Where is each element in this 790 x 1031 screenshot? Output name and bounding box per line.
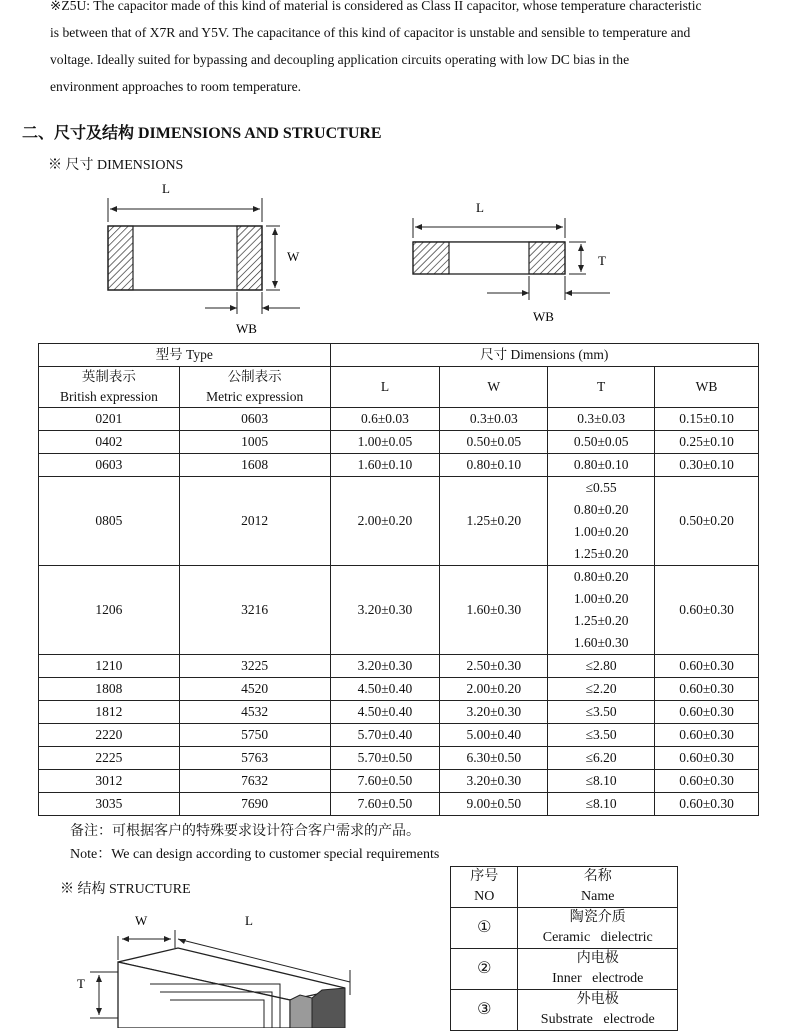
T-value: 1.00±0.20 bbox=[573, 524, 629, 539]
british-cell: 2220 bbox=[39, 724, 180, 747]
dimensions-table bbox=[38, 343, 759, 816]
WB-cell: 0.60±0.30 bbox=[655, 724, 759, 747]
L-cell: 7.60±0.50 bbox=[330, 793, 440, 816]
W-cell: 1.60±0.30 bbox=[440, 566, 548, 655]
L-cell: 5.70±0.40 bbox=[330, 724, 440, 747]
T-cell bbox=[548, 454, 655, 477]
T-cell bbox=[548, 566, 655, 655]
table-row bbox=[39, 793, 759, 816]
table-row bbox=[39, 655, 759, 678]
T-value: 0.80±0.20 bbox=[573, 569, 629, 584]
T-cell bbox=[548, 678, 655, 701]
T-value: 0.3±0.03 bbox=[577, 411, 626, 426]
part-no: ② bbox=[451, 949, 518, 990]
intro-line-2: is between that of X7R and Y5V. The capacitance of this kind of capacitor is unstable and sensible to temperature and bbox=[50, 25, 691, 40]
british-cell: 2225 bbox=[39, 747, 180, 770]
T-cell bbox=[548, 477, 655, 566]
structure-diagram bbox=[0, 900, 440, 1028]
T-value: 1.25±0.20 bbox=[573, 613, 629, 628]
part-name bbox=[518, 990, 678, 1031]
T-cell bbox=[548, 701, 655, 724]
T-cell bbox=[548, 747, 655, 770]
L-cell: 5.70±0.50 bbox=[330, 747, 440, 770]
table-row bbox=[39, 454, 759, 477]
intro-line-3: voltage. Ideally suited for bypassing and decoupling application circuits operating with low DC bias in the bbox=[50, 52, 630, 67]
metric-cell: 4532 bbox=[179, 701, 330, 724]
structure-T-label: T bbox=[77, 976, 85, 991]
part-no: ③ bbox=[451, 990, 518, 1031]
part-name-cn: 外电极 bbox=[576, 992, 619, 1007]
no-cn: 序号 bbox=[470, 869, 499, 884]
section-title: 二、尺寸及结构 DIMENSIONS AND STRUCTURE bbox=[22, 125, 382, 142]
no-header bbox=[451, 867, 518, 908]
T-value: ≤0.55 bbox=[585, 480, 617, 495]
T-value: ≤2.80 bbox=[585, 658, 617, 673]
british-cell: 0402 bbox=[39, 431, 180, 454]
W-cell: 2.00±0.20 bbox=[440, 678, 548, 701]
british-cell: 0201 bbox=[39, 408, 180, 431]
metric-cell: 4520 bbox=[179, 678, 330, 701]
table-row bbox=[39, 678, 759, 701]
T-value: 0.80±0.20 bbox=[573, 502, 629, 517]
structure-L-label: L bbox=[245, 913, 253, 928]
WB-cell: 0.25±0.10 bbox=[655, 431, 759, 454]
structure-heading: ※ 结构 STRUCTURE bbox=[60, 882, 191, 897]
T-cell bbox=[548, 655, 655, 678]
T-cell bbox=[548, 431, 655, 454]
side-view-T-label: T bbox=[598, 253, 606, 268]
T-value: ≤6.20 bbox=[585, 750, 617, 765]
W-cell: 0.80±0.10 bbox=[440, 454, 548, 477]
WB-cell: 0.60±0.30 bbox=[655, 793, 759, 816]
T-value: ≤8.10 bbox=[585, 773, 617, 788]
side-view-WB-label: WB bbox=[533, 309, 554, 324]
metric-cell: 3225 bbox=[179, 655, 330, 678]
table-row bbox=[39, 724, 759, 747]
top-view-L-label: L bbox=[162, 181, 170, 196]
WB-cell: 0.60±0.30 bbox=[655, 655, 759, 678]
table-row bbox=[39, 566, 759, 655]
metric-cell: 5763 bbox=[179, 747, 330, 770]
T-value: 0.80±0.10 bbox=[573, 457, 629, 472]
metric-expression-header bbox=[179, 367, 330, 408]
side-view-L-label: L bbox=[476, 200, 484, 215]
parts-row bbox=[451, 908, 678, 949]
british-expression-header bbox=[39, 367, 180, 408]
metric-cell: 0603 bbox=[179, 408, 330, 431]
WB-cell: 0.60±0.30 bbox=[655, 678, 759, 701]
structure-W-label: W bbox=[135, 913, 148, 928]
intro-line-1: ※Z5U: The capacitor made of this kind of material is considered as Class II capacitor, whose temperature characteristic bbox=[50, 0, 702, 13]
T-value: 1.25±0.20 bbox=[573, 546, 629, 561]
col-L-header: L bbox=[330, 367, 440, 408]
metric-cn: 公制表示 bbox=[227, 369, 282, 384]
name-cn: 名称 bbox=[583, 869, 612, 884]
british-cell: 1808 bbox=[39, 678, 180, 701]
part-name-cn: 内电极 bbox=[576, 951, 619, 966]
T-value: 0.50±0.05 bbox=[573, 434, 629, 449]
metric-cell: 2012 bbox=[179, 477, 330, 566]
T-cell bbox=[548, 408, 655, 431]
parts-row bbox=[451, 990, 678, 1031]
L-cell: 4.50±0.40 bbox=[330, 678, 440, 701]
T-value: ≤3.50 bbox=[585, 727, 617, 742]
part-name bbox=[518, 949, 678, 990]
L-cell: 4.50±0.40 bbox=[330, 701, 440, 724]
table-subheader-row bbox=[39, 367, 759, 408]
L-cell: 2.00±0.20 bbox=[330, 477, 440, 566]
WB-cell: 0.50±0.20 bbox=[655, 477, 759, 566]
W-cell: 2.50±0.30 bbox=[440, 655, 548, 678]
intro-paragraph bbox=[50, 0, 765, 100]
L-cell: 3.20±0.30 bbox=[330, 655, 440, 678]
col-T-header: T bbox=[548, 367, 655, 408]
part-name-en: Ceramic dielectric bbox=[542, 930, 653, 945]
metric-cell: 7690 bbox=[179, 793, 330, 816]
british-cn: 英制表示 bbox=[81, 369, 136, 384]
W-cell: 0.50±0.05 bbox=[440, 431, 548, 454]
T-cell bbox=[548, 793, 655, 816]
dimensions-heading: ※ 尺寸 DIMENSIONS bbox=[48, 158, 184, 173]
T-value: 1.60±0.30 bbox=[573, 635, 629, 650]
dimensions-header: 尺寸 Dimensions (mm) bbox=[330, 344, 758, 367]
table-row bbox=[39, 408, 759, 431]
W-cell: 1.25±0.20 bbox=[440, 477, 548, 566]
table-row bbox=[39, 747, 759, 770]
british-cell: 3035 bbox=[39, 793, 180, 816]
metric-cell: 1608 bbox=[179, 454, 330, 477]
metric-cell: 7632 bbox=[179, 770, 330, 793]
british-cell: 1812 bbox=[39, 701, 180, 724]
type-header: 型号 Type bbox=[39, 344, 331, 367]
british-cell: 1206 bbox=[39, 566, 180, 655]
WB-cell: 0.60±0.30 bbox=[655, 770, 759, 793]
dimension-diagrams bbox=[0, 170, 790, 345]
note-chinese: 备注：可根据客户的特殊要求设计符合客户需求的产品。 bbox=[70, 824, 420, 839]
note-english: Note：We can design according to customer special requirements bbox=[70, 847, 440, 862]
side-view-diagram bbox=[413, 200, 610, 324]
intro-line-4: environment approaches to room temperature. bbox=[50, 79, 302, 94]
top-view-diagram bbox=[108, 181, 300, 336]
col-WB-header: WB bbox=[655, 367, 759, 408]
part-name bbox=[518, 908, 678, 949]
british-cell: 0603 bbox=[39, 454, 180, 477]
table-row bbox=[39, 431, 759, 454]
WB-cell: 0.60±0.30 bbox=[655, 747, 759, 770]
T-cell bbox=[548, 724, 655, 747]
part-name-cn: 陶瓷介质 bbox=[569, 910, 626, 925]
T-value: ≤3.50 bbox=[585, 704, 617, 719]
parts-row bbox=[451, 949, 678, 990]
W-cell: 3.20±0.30 bbox=[440, 770, 548, 793]
part-name-en: Substrate electrode bbox=[540, 1012, 655, 1027]
table-row bbox=[39, 770, 759, 793]
metric-cell: 3216 bbox=[179, 566, 330, 655]
col-W-header: W bbox=[440, 367, 548, 408]
british-en: British expression bbox=[59, 389, 158, 404]
metric-cell: 5750 bbox=[179, 724, 330, 747]
T-value: ≤8.10 bbox=[585, 796, 617, 811]
WB-cell: 0.15±0.10 bbox=[655, 408, 759, 431]
name-en: Name bbox=[581, 889, 615, 904]
british-cell: 0805 bbox=[39, 477, 180, 566]
W-cell: 0.3±0.03 bbox=[440, 408, 548, 431]
name-header bbox=[518, 867, 678, 908]
T-cell bbox=[548, 770, 655, 793]
L-cell: 3.20±0.30 bbox=[330, 566, 440, 655]
L-cell: 7.60±0.50 bbox=[330, 770, 440, 793]
table-header-row bbox=[39, 344, 759, 367]
top-view-WB-label: WB bbox=[236, 321, 257, 336]
part-no: ① bbox=[451, 908, 518, 949]
T-value: ≤2.20 bbox=[585, 681, 617, 696]
parts-table bbox=[450, 866, 678, 1031]
L-cell: 1.00±0.05 bbox=[330, 431, 440, 454]
T-value: 1.00±0.20 bbox=[573, 591, 629, 606]
table-row bbox=[39, 701, 759, 724]
W-cell: 5.00±0.40 bbox=[440, 724, 548, 747]
british-cell: 1210 bbox=[39, 655, 180, 678]
parts-header-row bbox=[451, 867, 678, 908]
WB-cell: 0.30±0.10 bbox=[655, 454, 759, 477]
top-view-W-label: W bbox=[287, 249, 300, 264]
WB-cell: 0.60±0.30 bbox=[655, 566, 759, 655]
W-cell: 3.20±0.30 bbox=[440, 701, 548, 724]
no-en: NO bbox=[474, 889, 495, 904]
W-cell: 9.00±0.50 bbox=[440, 793, 548, 816]
british-cell: 3012 bbox=[39, 770, 180, 793]
part-name-en: Inner electrode bbox=[552, 971, 644, 986]
WB-cell: 0.60±0.30 bbox=[655, 701, 759, 724]
metric-cell: 1005 bbox=[179, 431, 330, 454]
metric-en: Metric expression bbox=[206, 389, 304, 404]
W-cell: 6.30±0.50 bbox=[440, 747, 548, 770]
L-cell: 0.6±0.03 bbox=[330, 408, 440, 431]
table-row bbox=[39, 477, 759, 566]
L-cell: 1.60±0.10 bbox=[330, 454, 440, 477]
